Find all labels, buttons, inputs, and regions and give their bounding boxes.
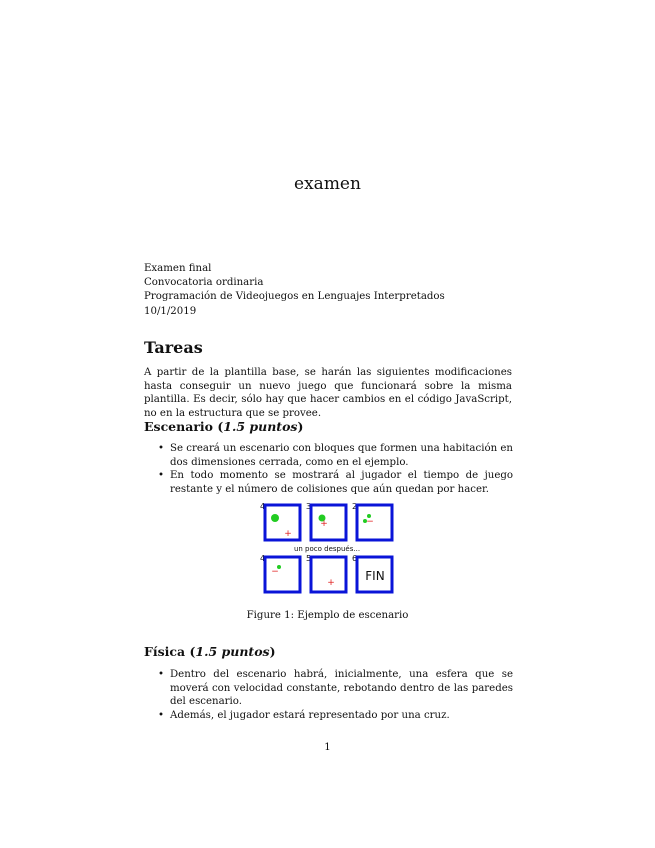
fisica-bullet-1: Dentro del escenario habrá, inicialmente, una esfera que se moverá con velocidad constante, rebotando dentro de las paredes del escenario. [170,669,513,707]
bullet-icon: • [158,470,165,481]
list-item [158,709,513,723]
section-heading-fisica: Física (1.5 puntos) [144,644,276,659]
top-label-3: 2 [352,502,358,511]
page-number: 1 [324,742,331,753]
fin-label: FIN [365,569,385,583]
bullet-icon: • [158,669,165,680]
figure-caption: Figure 1: Ejemplo de escenario [246,610,409,621]
section-heading-escenario: Escenario (1.5 puntos) [144,419,304,434]
scenario-figure [255,500,400,596]
bottom-label-2: 5 [306,554,312,563]
fisica-bullet-2: Además, el jugador estará representado por una cruz. [170,709,450,721]
escenario-points: 1.5 puntos [223,419,298,434]
bullet-icon: • [158,443,165,454]
bottom-label-1: 4 [260,554,266,563]
meta-exam-type: Examen final [144,263,212,274]
player-cross-icon: + [320,519,328,529]
fisica-bullet-list [158,668,513,722]
room-wall-3 [357,505,392,540]
player-cross-icon: − [366,517,374,527]
document-date: 10/1/2019 [144,306,197,317]
list-item [158,442,513,469]
bottom-label-3: 6 [352,554,358,563]
escenario-heading-text: Escenario [144,419,213,434]
room-wall-2 [311,505,346,540]
player-cross-icon: − [271,567,279,577]
top-label-2: 3 [306,502,312,511]
section-heading-tareas: Tareas [144,338,203,357]
escenario-bullet-2: En todo momento se mostrará al jugador el tiempo de juego restante y el número de colisiones que aún quedan por hacer. [170,470,513,495]
escenario-bullet-list [158,442,513,496]
ball-icon [271,514,279,522]
escenario-bullet-1: Se creará un escenario con bloques que formen una habitación en dos dimensiones cerrada, como en el ejemplo. [170,443,513,468]
meta-convocatoria: Convocatoria ordinaria [144,277,264,288]
top-label-1: 4 [260,502,266,511]
document-title: examen [294,174,361,194]
fisica-heading-text: Física [144,644,186,659]
list-item [158,668,513,709]
fisica-points: 1.5 puntos [195,644,270,659]
mid-label: un poco después... [293,545,361,553]
tareas-paragraph: A partir de la plantilla base, se harán las siguientes modificaciones hasta conseguir un nuevo juego que funcionará sobre la misma plantilla. Es decir, sólo hay que hacer cambios en el código JavaScript, no en la estructura que se provee. [144,367,512,419]
list-item [158,469,513,496]
meta-course: Programación de Videojuegos en Lenguajes Interpretados [144,291,445,302]
bullet-icon: • [158,709,165,721]
room-wall-1 [265,505,300,540]
player-cross-icon: + [327,578,335,588]
player-cross-icon: + [284,529,292,539]
